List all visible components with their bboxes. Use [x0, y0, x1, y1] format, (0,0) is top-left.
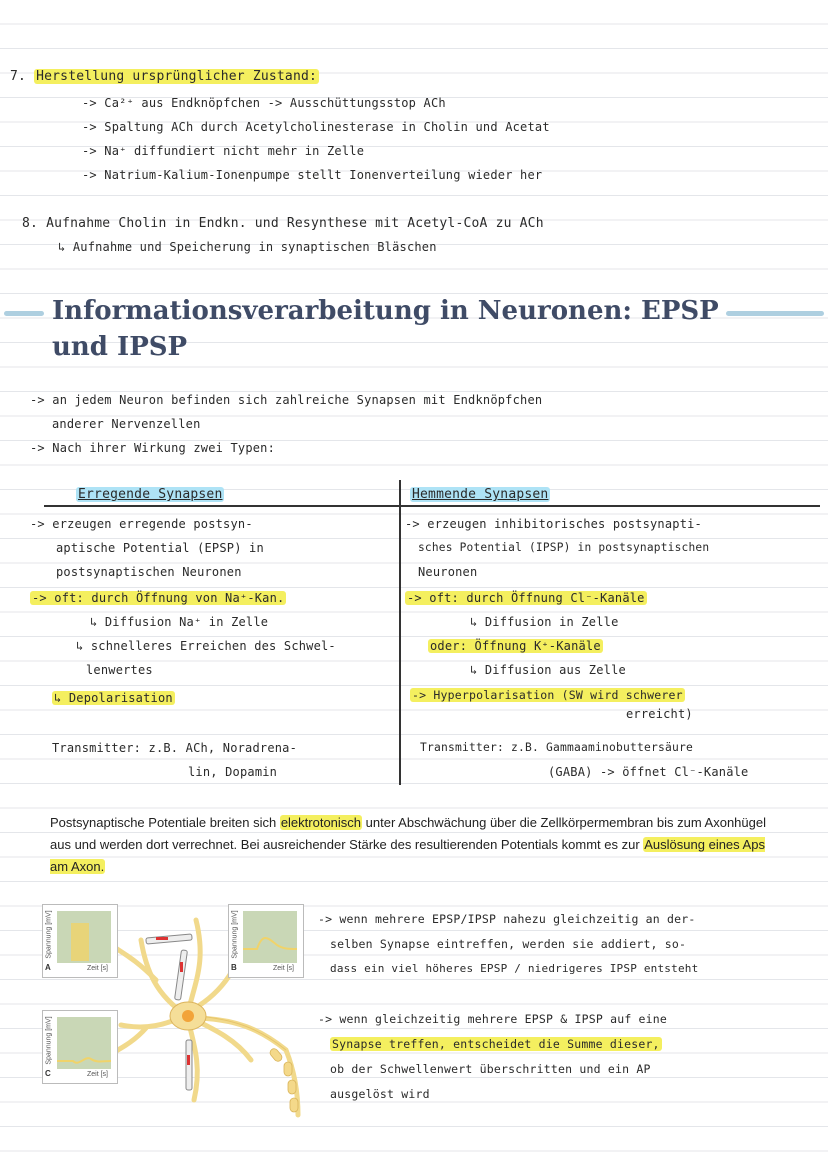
right-line-7: ↳ Diffusion aus Zelle	[470, 663, 626, 677]
section7-heading	[10, 68, 319, 86]
notes-block1-line-2: selben Synapse eintreffen, werden sie addiert, so-	[330, 937, 687, 951]
left-line-3: postsynaptischen Neuronen	[56, 565, 242, 579]
right-line-10: Transmitter: z.B. Gammaaminobuttersäure	[420, 741, 694, 754]
paragraph-part-2: unter Abschwächung über die Zellkörpermembran bis zum Axonhügel aus und werden dort verrechnet. Bei ausreichender Stärke des resultierenden Potentials kommt es zur	[50, 815, 766, 852]
table-header-right	[410, 486, 550, 504]
left-line-2: aptische Potential (EPSP) in	[56, 541, 264, 555]
panel-b-xlabel: Zeit [s]	[273, 965, 295, 972]
right-line-5: ↳ Diffusion in Zelle	[470, 615, 619, 629]
table-divider-vertical	[399, 480, 401, 785]
section8-line-1: 8. Aufnahme Cholin in Endkn. und Resynthese mit Acetyl-CoA zu ACh	[22, 216, 544, 231]
intro-line-3: -> Nach ihrer Wirkung zwei Typen:	[30, 441, 276, 455]
section7-line-2: -> Spaltung ACh durch Acetylcholinesterase in Cholin und Acetat	[82, 120, 550, 134]
right-line-1: -> erzeugen inhibitorisches postsynapti-	[405, 517, 702, 531]
right-line-3: Neuronen	[418, 565, 478, 579]
panel-a	[42, 904, 118, 978]
table-header-left-text: Erregende Synapsen	[78, 487, 223, 502]
section7-heading-text: Herstellung ursprünglicher Zustand:	[36, 69, 318, 84]
left-line-8	[52, 690, 175, 706]
right-line-8-text: -> Hyperpolarisation (SW wird schwerer	[412, 688, 683, 702]
paragraph-highlight-1: elektrotonisch	[280, 815, 362, 830]
section7-line-1: -> Ca²⁺ aus Endknöpfchen -> Ausschüttungsstop ACh	[82, 96, 446, 110]
panel-c-curve	[57, 1017, 111, 1069]
panel-a-xlabel: Zeit [s]	[87, 965, 109, 972]
section7-line-4: -> Natrium-Kalium-Ionenpumpe stellt Ionenverteilung wieder her	[82, 168, 543, 182]
notes-block1-line-3: dass ein viel höheres EPSP / niedrigeres IPSP entsteht	[330, 962, 699, 975]
title-bar-left	[4, 311, 44, 316]
right-line-4	[405, 590, 647, 606]
neuron-figure	[36, 900, 306, 1120]
section7-number: 7.	[10, 69, 27, 84]
summary-paragraph	[50, 812, 780, 878]
intro-line-2: anderer Nervenzellen	[52, 417, 201, 431]
panel-c-xlabel: Zeit [s]	[87, 1071, 109, 1078]
notes-block1-line-1: -> wenn mehrere EPSP/IPSP nahezu gleichzeitig an der-	[318, 912, 696, 926]
panel-a-letter: A	[45, 963, 51, 972]
left-line-6: ↳ schnelleres Erreichen des Schwel-	[76, 639, 336, 653]
panel-b-letter: B	[231, 963, 237, 972]
left-line-10: lin, Dopamin	[188, 765, 278, 779]
left-line-4	[30, 590, 286, 606]
left-line-5: ↳ Diffusion Na⁺ in Zelle	[90, 615, 269, 629]
left-line-9: Transmitter: z.B. ACh, Noradrena-	[52, 741, 298, 755]
panel-b	[228, 904, 304, 978]
left-line-1: -> erzeugen erregende postsyn-	[30, 517, 253, 531]
section7-line-3: -> Na⁺ diffundiert nicht mehr in Zelle	[82, 144, 365, 158]
page-title: Informationsverarbeitung in Neuronen: EPSP und IPSP	[52, 296, 719, 362]
right-line-2: sches Potential (IPSP) in postsynaptischen	[418, 541, 710, 554]
title-bar-right	[726, 311, 824, 316]
panel-c	[42, 1010, 118, 1084]
notes-block2-line-2	[330, 1037, 662, 1053]
right-line-4-text: -> oft: durch Öffnung Cl⁻-Kanäle	[407, 591, 645, 605]
right-line-11: (GABA) -> öffnet Cl⁻-Kanäle	[548, 765, 749, 779]
table-divider-horizontal	[44, 505, 820, 507]
notes-block2-line-3: ob der Schwellenwert überschritten und ein AP	[330, 1062, 651, 1076]
right-line-6-text: oder: Öffnung K⁺-Kanäle	[430, 639, 601, 653]
panel-b-ylabel: Spannung [mV]	[231, 910, 239, 959]
left-line-4-text: -> oft: durch Öffnung von Na⁺-Kan.	[32, 591, 285, 605]
section8-line-2: ↳ Aufnahme und Speicherung in synaptischen Bläschen	[58, 240, 437, 254]
paragraph-highlight-2: Auslösung eines Aps am Axon.	[50, 837, 765, 874]
panel-b-curve	[243, 911, 297, 963]
notes-block2-line-1: -> wenn gleichzeitig mehrere EPSP & IPSP auf eine	[318, 1012, 668, 1026]
left-line-7: lenwertes	[86, 663, 153, 677]
notes-block2-line-4: ausgelöst wird	[330, 1087, 430, 1101]
panel-c-letter: C	[45, 1069, 51, 1078]
panel-a-curve	[71, 923, 89, 961]
left-line-8-text: ↳ Depolarisation	[54, 691, 173, 705]
right-line-9: erreicht)	[626, 707, 693, 721]
right-line-8	[410, 688, 685, 704]
right-line-6	[428, 638, 603, 654]
table-header-right-text: Hemmende Synapsen	[412, 487, 549, 502]
intro-line-1: -> an jedem Neuron befinden sich zahlreiche Synapsen mit Endknöpfchen	[30, 393, 543, 407]
paragraph-part-1: Postsynaptische Potentiale breiten sich	[50, 815, 280, 830]
table-header-left	[76, 486, 224, 504]
panel-c-ylabel: Spannung [mV]	[45, 1016, 53, 1065]
panel-a-ylabel: Spannung [mV]	[45, 910, 53, 959]
notes-block2-line-2-text: Synapse treffen, entscheidet die Summe dieser,	[332, 1037, 660, 1051]
